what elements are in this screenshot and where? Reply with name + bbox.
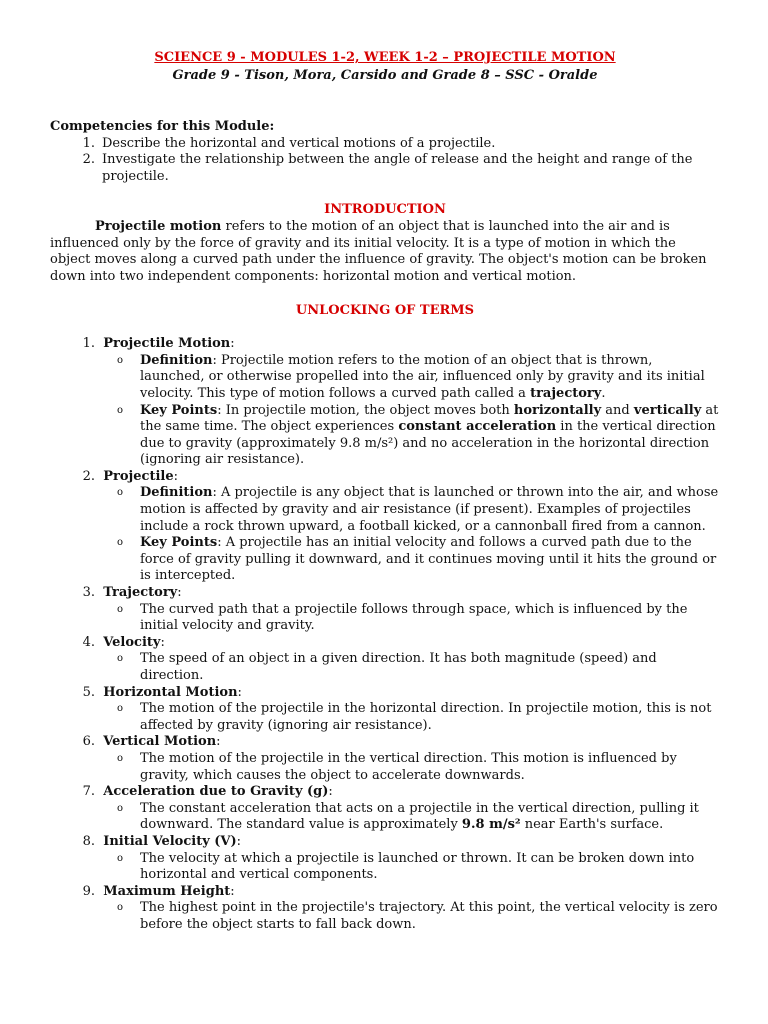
term-body (95, 884, 720, 934)
term-title: Initial Velocity (V) (103, 833, 237, 849)
sub-text-1: : Projectile motion refers to the motion of an object that is thrown, launched, or otherwise propelled into the air, influenced only by gravity and its initial velocity. This type of motion follows a curved path called a (140, 352, 705, 401)
term-colon: : (173, 468, 178, 484)
term-sub-item (117, 801, 720, 834)
bullet-icon: o (117, 354, 124, 366)
term-item (50, 884, 720, 934)
term-colon: : (230, 336, 235, 352)
term-body (95, 585, 720, 635)
sub-text-1: The speed of an object in a given direction. It has both magnitude (speed) and direction. (140, 651, 657, 683)
term-colon: : (236, 833, 242, 849)
sub-text-3: at the same time. The object experiences (140, 402, 719, 435)
term-sub-text (140, 751, 720, 784)
term-sub-item (117, 851, 720, 884)
sub-label: Key Points (140, 402, 218, 418)
term-sub-text (140, 403, 720, 469)
term-sub-list (95, 651, 720, 684)
term-sub-item (117, 485, 720, 535)
term-sub-list (95, 353, 720, 469)
sub-text-1: The constant acceleration that acts on a projectile in the vertical direction, pulling it downward. The standard value is approximately (140, 800, 699, 833)
bullet-icon: o (117, 752, 124, 764)
term-sub-item (117, 535, 720, 585)
sub-bold-1: 9.8 m/s² (461, 817, 521, 833)
term-title-line (95, 884, 720, 901)
term-sub-text (140, 485, 720, 535)
term-item (50, 469, 720, 585)
term-sub-text (140, 701, 720, 734)
term-colon: : (328, 784, 333, 800)
bullet-icon: o (117, 487, 124, 499)
term-sub-list (95, 900, 720, 933)
document-header (50, 50, 720, 84)
sub-text-1: The motion of the projectile in the vertical direction. This motion is influenced by gravity, which causes the object to accelerate downwards. (140, 750, 677, 783)
term-title: Acceleration due to Gravity (g) (103, 784, 329, 800)
bullet-icon: o (117, 902, 124, 914)
term-sub-item (117, 651, 720, 684)
term-colon: : (160, 634, 165, 650)
competencies-heading: Competencies for this Module: (50, 119, 275, 135)
sub-text-2: . (601, 385, 606, 401)
term-item (50, 784, 720, 834)
bullet-icon: o (117, 852, 124, 864)
sub-label: Definition (140, 352, 213, 368)
bullet-icon: o (117, 603, 124, 615)
introduction-heading: INTRODUCTION (324, 201, 446, 217)
term-sub-item (117, 900, 720, 933)
sub-text-2: and (601, 402, 634, 418)
competency-number: 1. (82, 135, 95, 151)
sub-text-2: near Earth's surface. (520, 817, 664, 833)
term-title-line (95, 635, 720, 652)
term-sub-list (95, 602, 720, 635)
competency-item (50, 152, 720, 185)
sub-bold-1: horizontally (513, 402, 602, 418)
term-sub-list (95, 851, 720, 884)
term-title-line (95, 734, 720, 751)
sub-text-1: The motion of the projectile in the horizontal direction. In projectile motion, this is not affected by gravity (ignoring air resistance). (140, 701, 712, 733)
term-body (95, 834, 720, 884)
sub-text-1: The velocity at which a projectile is launched or thrown. It can be broken down into horizontal and vertical components. (140, 850, 695, 883)
term-title-line (95, 834, 720, 851)
introduction-lead: Projectile motion (95, 219, 222, 235)
term-number: 9. (82, 883, 95, 899)
introduction-paragraph (50, 219, 720, 285)
term-sub-item (117, 403, 720, 469)
unlocking-terms-heading: UNLOCKING OF TERMS (295, 302, 475, 318)
term-number: 4. (82, 634, 95, 650)
term-item (50, 734, 720, 784)
term-body (95, 635, 720, 685)
term-title-line (95, 469, 720, 486)
term-title: Horizontal Motion (103, 684, 238, 700)
sub-bold-2: vertically (633, 402, 702, 418)
term-sub-item (117, 751, 720, 784)
competency-item (50, 136, 720, 153)
sub-bold-1: trajectory (530, 385, 602, 401)
term-item (50, 336, 720, 469)
bullet-icon: o (117, 404, 124, 416)
term-item (50, 635, 720, 685)
term-title: Projectile (103, 468, 174, 484)
sub-bold-3: constant acceleration (398, 419, 557, 435)
sub-text-1: : A projectile is any object that is launched or thrown into the air, and whose motion is affected by gravity and air resistance (if present). Examples of projectiles include a rock thrown upward, a football kicked, or a cannonball fired from a cannon. (140, 485, 719, 534)
term-sub-list (95, 751, 720, 784)
term-title: Vertical Motion (103, 734, 217, 750)
term-colon: : (230, 883, 235, 899)
competencies-list (50, 136, 720, 186)
term-sub-list (95, 485, 720, 585)
introduction-text: refers to the motion of an object that is launched into the air and is influenced only by the force of gravity and its initial velocity. It is a type of motion in which the object moves along a curved path under the influence of gravity. The object's motion can be broken down into two independent components: horizontal motion and vertical motion. (50, 219, 707, 284)
term-number: 5. (82, 684, 95, 700)
bullet-icon: o (117, 537, 124, 549)
term-sub-item (117, 602, 720, 635)
term-sub-item (117, 701, 720, 734)
sub-text-1: : In projectile motion, the object moves both (217, 402, 514, 418)
term-number: 2. (82, 468, 95, 484)
term-sub-text (140, 801, 720, 834)
document-title: SCIENCE 9 - MODULES 1-2, WEEK 1-2 – PROJECTILE MOTION (154, 50, 616, 65)
competency-text: Describe the horizontal and vertical motions of a projectile. (102, 135, 496, 151)
term-title-line (95, 784, 720, 801)
sub-text-1: : A projectile has an initial velocity and follows a curved path due to the force of gravity pulling it downward, and it continues moving until it hits the ground or is intercepted. (140, 535, 717, 584)
term-body (95, 685, 720, 735)
document-subtitle: Grade 9 - Tison, Mora, Carsido and Grade 8 – SSC - Oralde (172, 67, 598, 83)
term-colon: : (216, 734, 221, 750)
term-sub-text (140, 651, 720, 684)
competency-text: Investigate the relationship between the angle of release and the height and range of the projectile. (102, 152, 693, 184)
sub-text-1: The highest point in the projectile's trajectory. At this point, the vertical velocity is zero before the object starts to fall back down. (140, 900, 718, 932)
sub-label: Definition (140, 485, 213, 501)
term-sub-text (140, 900, 720, 933)
terms-list (50, 336, 720, 933)
term-colon: : (177, 585, 182, 601)
term-title: Maximum Height (103, 883, 231, 899)
term-number: 8. (82, 833, 95, 849)
term-title-line (95, 336, 720, 353)
term-number: 3. (82, 585, 95, 601)
bullet-icon: o (117, 653, 124, 665)
term-title-line (95, 585, 720, 602)
term-body (95, 469, 720, 585)
term-title-line (95, 685, 720, 702)
term-sub-item (117, 353, 720, 403)
term-title: Projectile Motion (103, 336, 231, 352)
term-sub-text (140, 851, 720, 884)
term-sub-text (140, 602, 720, 635)
term-number: 1. (82, 336, 95, 352)
term-body (95, 336, 720, 469)
term-number: 6. (82, 734, 95, 750)
competency-number: 2. (82, 152, 95, 168)
bullet-icon: o (117, 802, 124, 814)
term-item (50, 834, 720, 884)
term-item (50, 585, 720, 635)
term-body (95, 734, 720, 784)
term-colon: : (237, 684, 242, 700)
sub-text-4: in the vertical direction due to gravity (approximately 9.8 m/s²) and no acceleration in the horizontal direction (ignoring air resistance). (140, 419, 716, 468)
term-sub-list (95, 701, 720, 734)
term-sub-list (95, 801, 720, 834)
term-body (95, 784, 720, 834)
term-sub-text (140, 353, 720, 403)
term-sub-text (140, 535, 720, 585)
bullet-icon: o (117, 703, 124, 715)
sub-text-1: The curved path that a projectile follows through space, which is influenced by the initial velocity and gravity. (140, 601, 688, 634)
term-item (50, 685, 720, 735)
term-number: 7. (82, 784, 95, 800)
term-title: Trajectory (103, 585, 178, 601)
term-title: Velocity (103, 634, 161, 650)
sub-label: Key Points (140, 535, 218, 551)
